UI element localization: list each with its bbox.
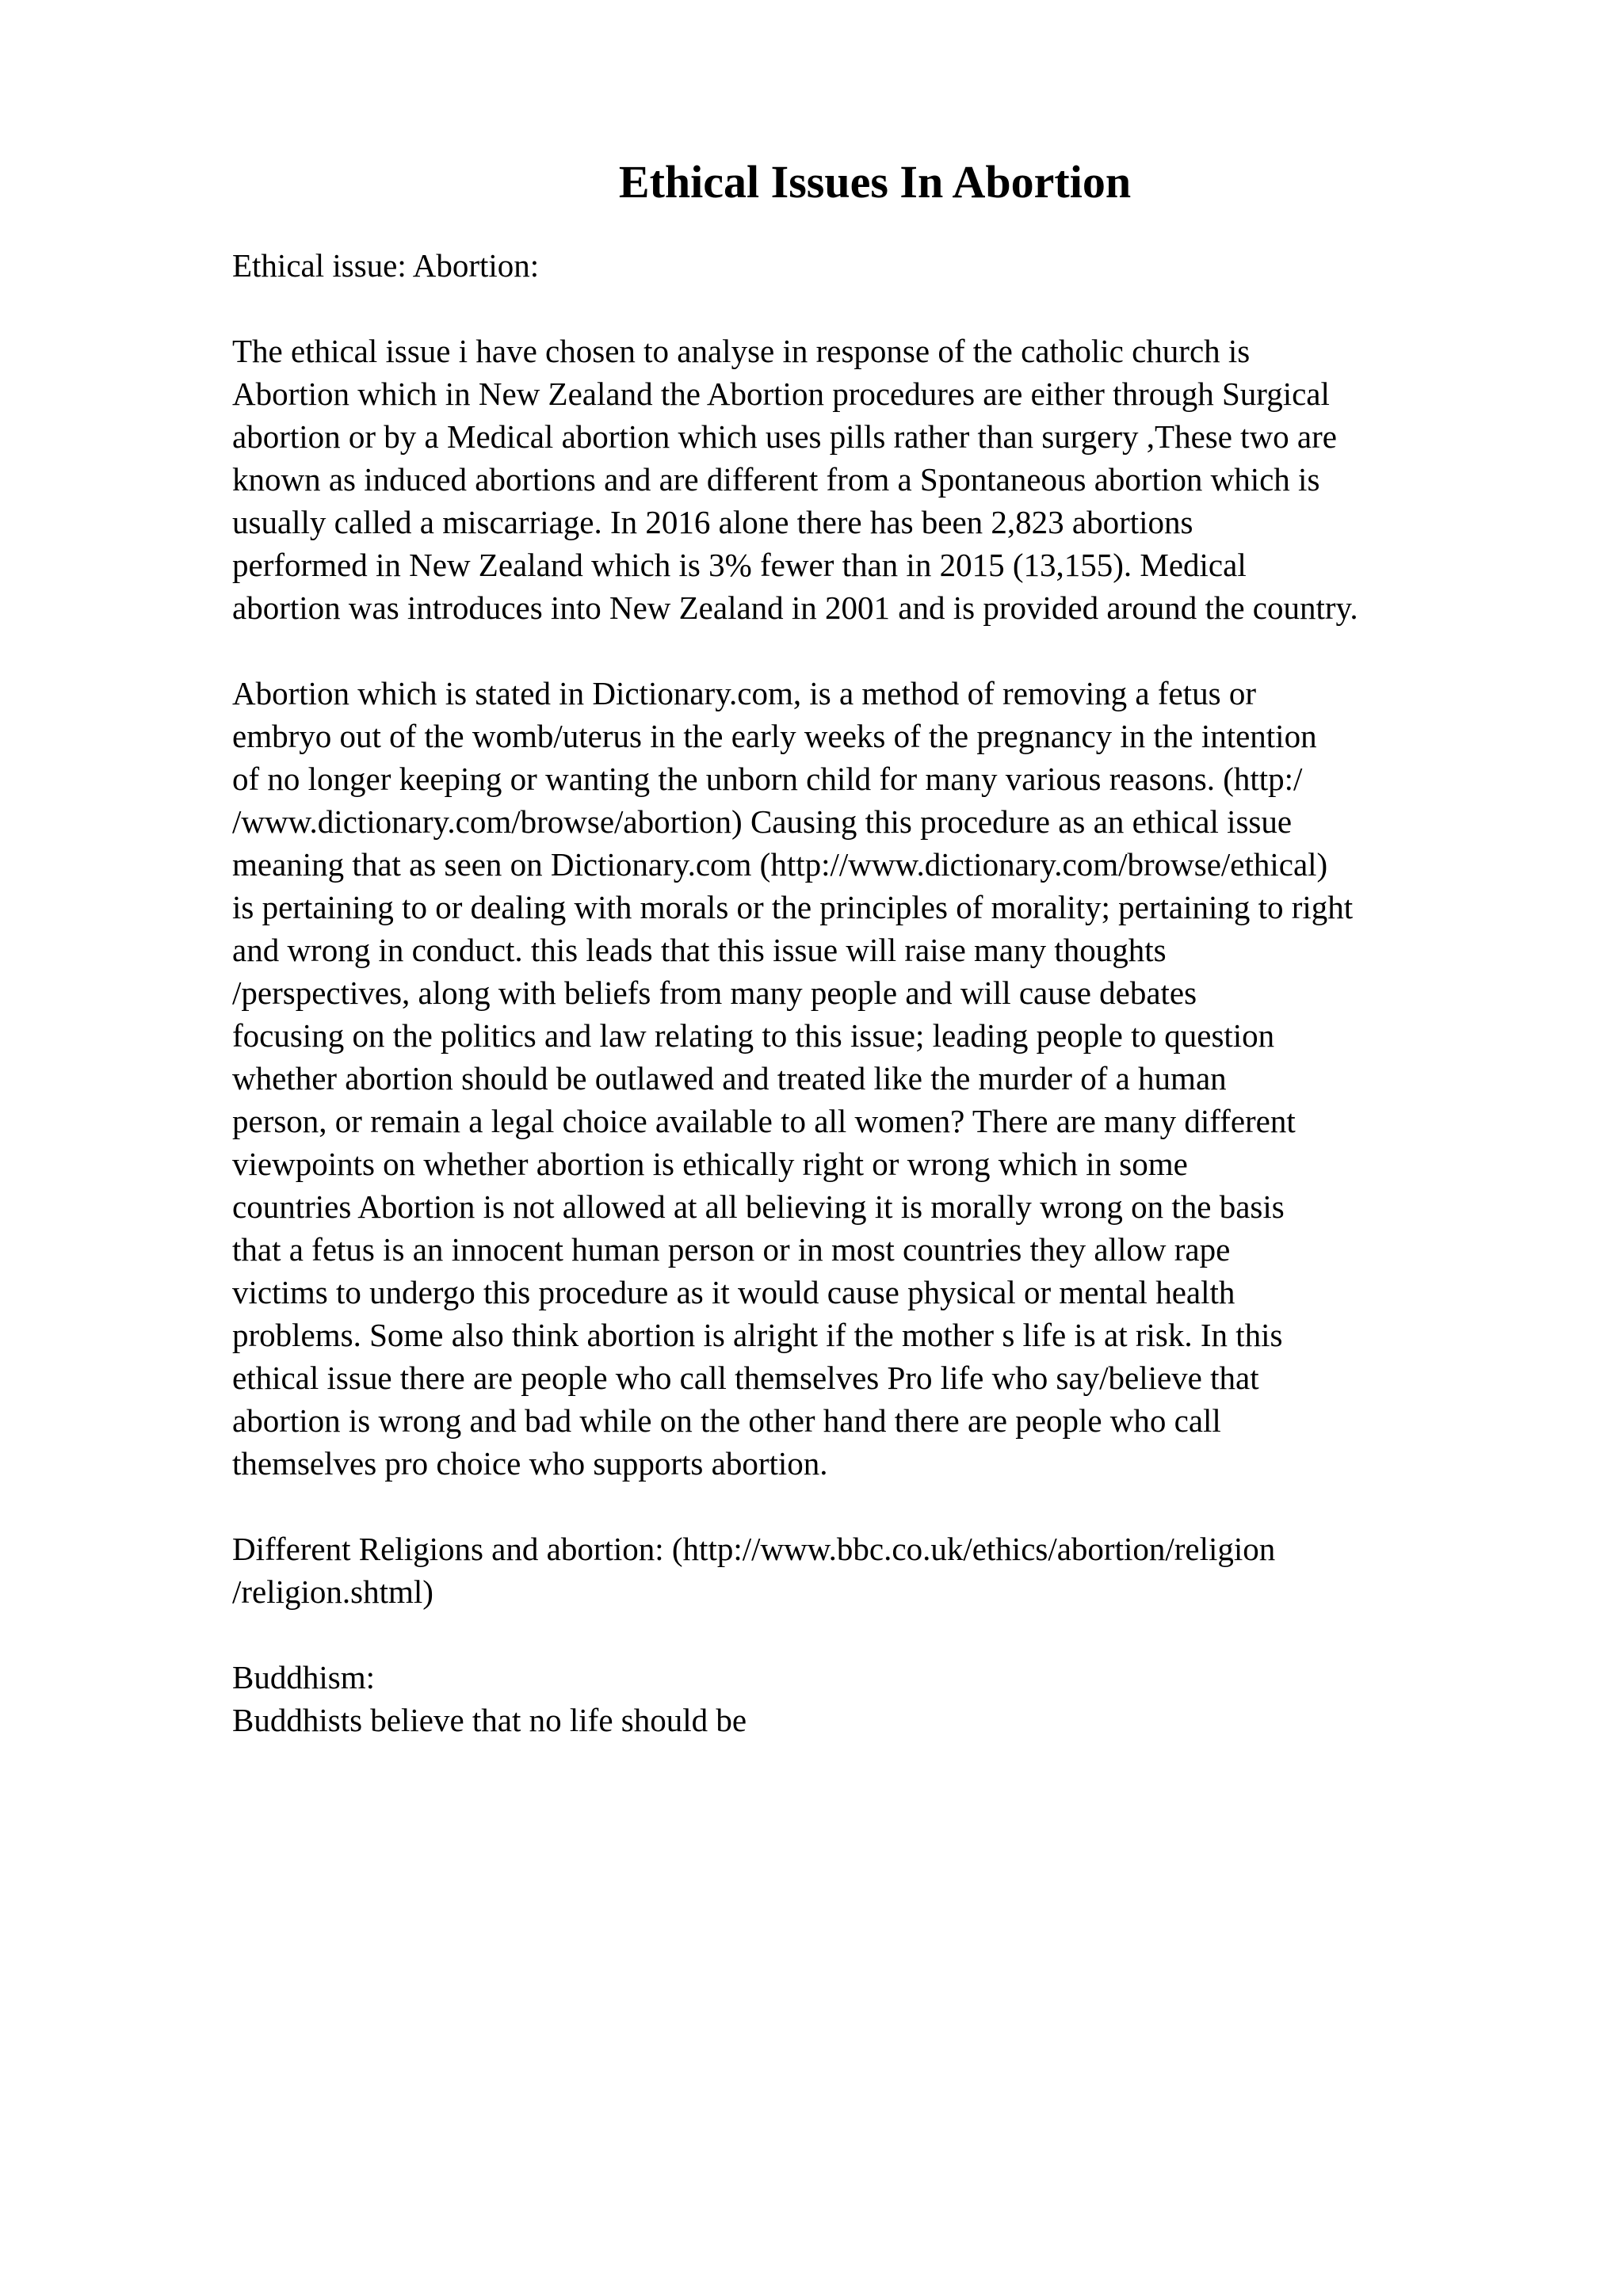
paragraph-1-line: Abortion which in New Zealand the Abortion procedures are either through Surgical [232, 376, 1330, 412]
paragraph-1-line: usually called a miscarriage. In 2016 alone there has been 2,823 abortions [232, 504, 1193, 540]
paragraph-2-line: countries Abortion is not allowed at all believing it is morally wrong on the basis [232, 1188, 1285, 1225]
subheading [232, 244, 1532, 287]
subheading-text: Ethical issue: Abortion: [232, 247, 540, 284]
paragraph-2 [232, 672, 1532, 1485]
paragraph-gap [232, 629, 1532, 672]
section-text: Buddhists believe that no life should be [232, 1702, 747, 1738]
paragraph-2-line: victims to undergo this procedure as it would cause physical or mental health [232, 1274, 1235, 1310]
paragraph-2-line: embryo out of the womb/uterus in the early weeks of the pregnancy in the intention [232, 718, 1317, 754]
document-title: Ethical Issues In Abortion [618, 156, 1132, 208]
section-heading: Buddhism: [232, 1659, 375, 1695]
paragraph-2-line: that a fetus is an innocent human person or in most countries they allow rape [232, 1231, 1231, 1268]
paragraph-2-line: focusing on the politics and law relating to this issue; leading people to question [232, 1017, 1275, 1054]
paragraph-gap [232, 287, 1532, 330]
paragraph-1 [232, 330, 1532, 629]
paragraph-2-line: person, or remain a legal choice available to all women? There are many different [232, 1103, 1296, 1139]
paragraph-gap [232, 1613, 1532, 1656]
paragraph-1-line: performed in New Zealand which is 3% fewer than in 2015 (13,155). Medical [232, 547, 1247, 583]
paragraph-1-line: known as induced abortions and are different from a Spontaneous abortion which is [232, 461, 1320, 498]
paragraph-3-line: /religion.shtml) [232, 1573, 433, 1610]
paragraph-2-line: Abortion which is stated in Dictionary.com, is a method of removing a fetus or [232, 675, 1256, 711]
buddhism-section [232, 1656, 1532, 1741]
paragraph-2-line: themselves pro choice who supports abortion. [232, 1445, 828, 1482]
paragraph-1-line: abortion or by a Medical abortion which uses pills rather than surgery ,These two are [232, 418, 1337, 455]
paragraph-2-line: of no longer keeping or wanting the unborn child for many various reasons. (http:/ [232, 761, 1303, 797]
paragraph-gap [232, 1485, 1532, 1527]
paragraph-2-line: is pertaining to or dealing with morals or the principles of morality; pertaining to right [232, 889, 1354, 925]
paragraph-3-line: Different Religions and abortion: (http://www.bbc.co.uk/ethics/abortion/religion [232, 1531, 1276, 1567]
paragraph-2-line: problems. Some also think abortion is alright if the mother s life is at risk. In this [232, 1317, 1283, 1353]
paragraph-2-line: /perspectives, along with beliefs from many people and will cause debates [232, 974, 1197, 1011]
paragraph-2-line: and wrong in conduct. this leads that this issue will raise many thoughts [232, 932, 1167, 968]
paragraph-2-line: ethical issue there are people who call themselves Pro life who say/believe that [232, 1360, 1259, 1396]
paragraph-2-line: meaning that as seen on Dictionary.com (http://www.dictionary.com/browse/ethical) [232, 846, 1328, 883]
paragraph-2-line: whether abortion should be outlawed and treated like the murder of a human [232, 1060, 1227, 1097]
paragraph-3 [232, 1527, 1532, 1613]
paragraph-1-line: The ethical issue i have chosen to analyse in response of the catholic church is [232, 333, 1251, 369]
paragraph-2-line: /www.dictionary.com/browse/abortion) Causing this procedure as an ethical issue [232, 803, 1293, 840]
document-body [232, 244, 1532, 1741]
paragraph-2-line: viewpoints on whether abortion is ethically right or wrong which in some [232, 1146, 1188, 1182]
paragraph-1-line: abortion was introduces into New Zealand in 2001 and is provided around the country. [232, 589, 1358, 626]
paragraph-2-line: abortion is wrong and bad while on the other hand there are people who call [232, 1402, 1221, 1439]
